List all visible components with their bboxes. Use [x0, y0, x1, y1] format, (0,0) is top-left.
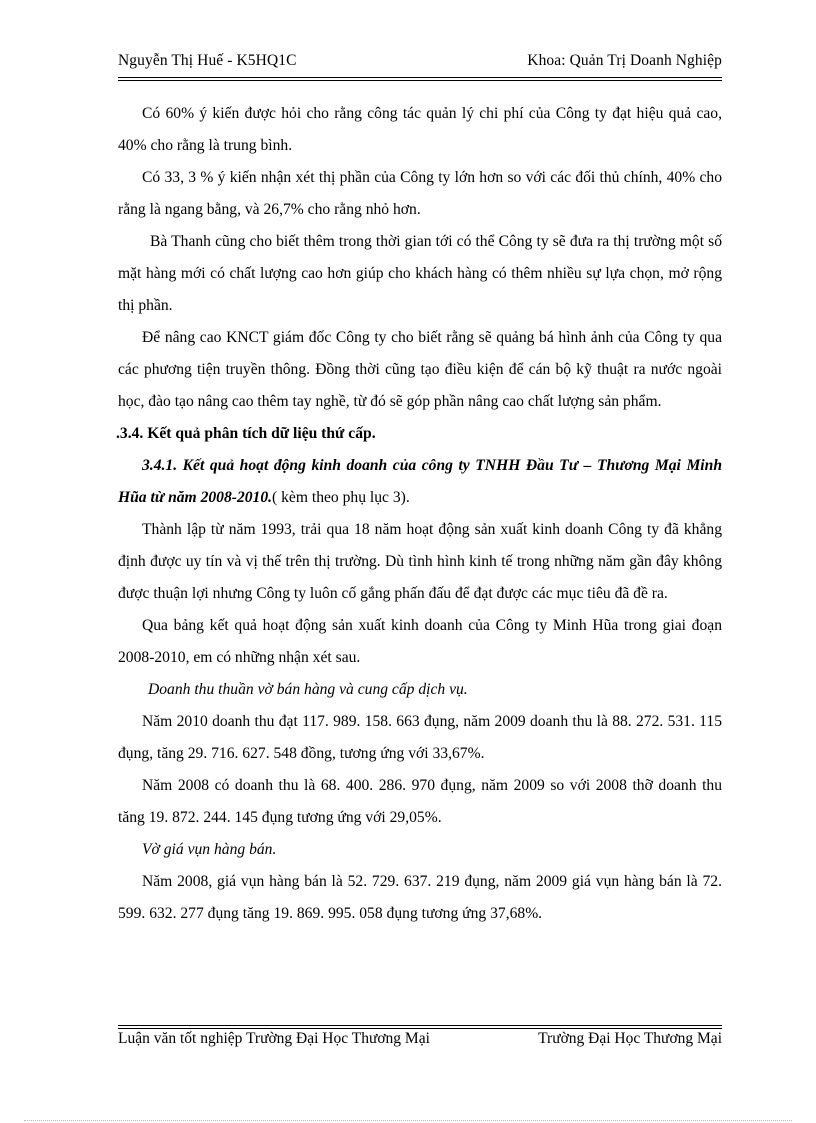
- subsection-note: ( kèm theo phụ lục 3).: [272, 489, 410, 506]
- subsection-title: 3.4.1. Kết quả hoạt động kinh doanh của công ty TNHH Đầu Tư – Thương Mại Minh Hũa từ năm 2008-2010.: [118, 457, 722, 506]
- paragraph: Năm 2008, giá vụn hàng bán là 52. 729. 637. 219 đụng, năm 2009 giá vụn hàng bán là 72. 599. 632. 277 đụng tăng 19. 869. 995. 058 đụng tương ứng 37,68%.: [118, 873, 722, 922]
- header-rule: [118, 77, 722, 78]
- italic-subheading: Doanh thu thuần vờ bán hàng và cung cấp dịch vụ.: [148, 681, 468, 698]
- footer-rule-double: [118, 1028, 722, 1029]
- paragraph: Năm 2010 doanh thu đạt 117. 989. 158. 663 đụng, năm 2009 doanh thu là 88. 272. 531. 115 đụng, tăng 29. 716. 627. 548 đồng, tương ứng với 33,67%.: [118, 713, 722, 762]
- footer-thesis: Luận văn tốt nghiệp Trường Đại Học Thương Mại: [118, 1030, 430, 1047]
- section-heading: .3.4. Kết quả phân tích dữ liệu thứ cấp.: [116, 425, 376, 442]
- footer-rule: [118, 1025, 722, 1026]
- paragraph: Năm 2008 có doanh thu là 68. 400. 286. 970 đụng, năm 2009 so với 2008 thỡ doanh thu tăng 19. 872. 244. 145 đụng tương ứng với 29,05%.: [118, 777, 722, 826]
- paragraph: Có 33, 3 % ý kiến nhận xét thị phần của Công ty lớn hơn so với các đối thủ chính, 40% cho rằng là ngang bằng, và 26,7% cho rằng nhỏ hơn.: [118, 169, 722, 218]
- header-faculty: Khoa: Quản Trị Doanh Nghiệp: [527, 52, 722, 69]
- paragraph: Bà Thanh cũng cho biết thêm trong thời gian tới có thể Công ty sẽ đưa ra thị trường một số mặt hàng mới có chất lượng cao hơn giúp cho khách hàng có thêm nhiều sự lựa chọn, mở rộng thị phần.: [118, 233, 722, 314]
- page-header: [118, 52, 722, 76]
- italic-subheading: Vờ giá vụn hàng bán.: [142, 841, 277, 858]
- page-body: [118, 98, 722, 930]
- footer-school: Trường Đại Học Thương Mại: [538, 1030, 722, 1047]
- paragraph: Để nâng cao KNCT giám đốc Công ty cho biết rằng sẽ quảng bá hình ảnh của Công ty qua các phương tiện truyền thông. Đồng thời cũng tạo điều kiện để cán bộ kỹ thuật ra nước ngoài học, đào tạo nâng cao thêm tay nghề, từ đó sẽ góp phần nâng cao chất lượng sản phẩm.: [118, 329, 722, 410]
- subsection-heading: [118, 450, 722, 514]
- page-edge-divider: [24, 1120, 792, 1121]
- paragraph: Qua bảng kết quả hoạt động sản xuất kinh doanh của Công ty Minh Hũa trong giai đoạn 2008-2010, em có những nhận xét sau.: [118, 617, 722, 666]
- header-rule-double: [118, 80, 722, 81]
- header-author: Nguyễn Thị Huế - K5HQ1C: [118, 52, 297, 69]
- paragraph: Có 60% ý kiến được hỏi cho rằng công tác quản lý chi phí của Công ty đạt hiệu quả cao, 40% cho rằng là trung bình.: [118, 105, 722, 154]
- paragraph: Thành lập từ năm 1993, trải qua 18 năm hoạt động sản xuất kinh doanh Công ty đã khẳng định được uy tín và vị thế trên thị trường. Dù tình hình kinh tế trong những năm gần đây không được thuận lợi nhưng Công ty luôn cố gắng phấn đấu để đạt được các mục tiêu đã đề ra.: [118, 521, 722, 602]
